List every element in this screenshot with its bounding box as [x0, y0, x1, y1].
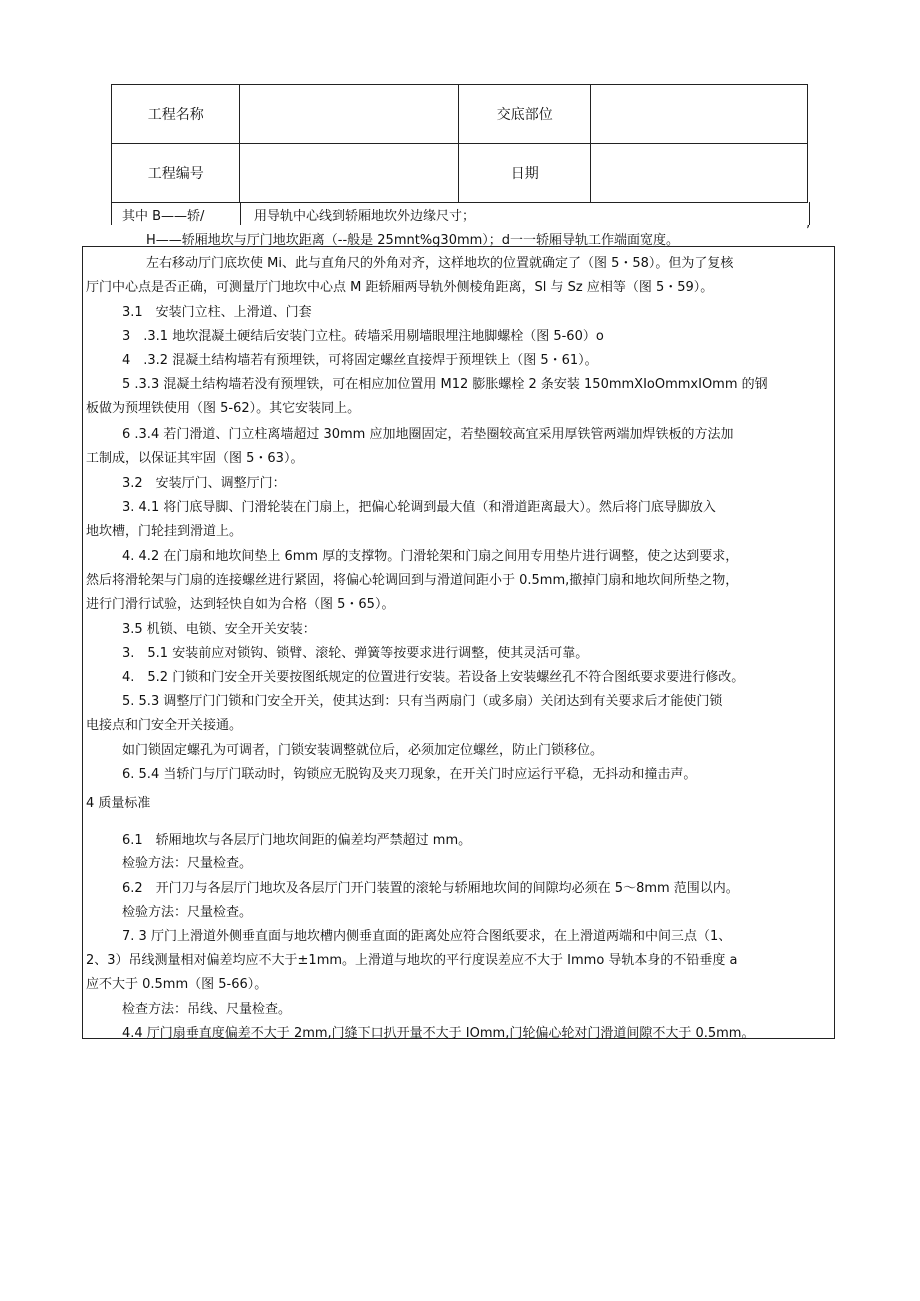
text-line: 2、3）吊线测量相对偏差均应不大于±1mm。上滑道与地坎的平行度误差应不大于 Immo 导轨本身的不铅垂度 a — [86, 953, 738, 968]
project-name-value[interactable] — [240, 85, 459, 144]
section-heading: 4 质量标准 — [86, 796, 151, 811]
text-line: 如门锁固定螺孔为可调者，门锁安装调整就位后，必须加定位螺丝，防止门锁移位。 — [122, 743, 604, 758]
text-line: 左右移动厅门底坎使 Mi、此与直角尺的外角对齐，这样地坎的位置就确定了（图 5・58）。但为了复核 — [146, 256, 734, 271]
text-line: 板做为预埋铁使用（图 5-62）。其它安装同上。 — [86, 401, 361, 416]
handover-part-label: 交底部位 — [459, 85, 590, 144]
text-line: 3. 4.1 将门底导脚、门滑轮装在门扇上，把偏心轮调到最大值（和滑道距离最大）。然后将门底导脚放入 — [122, 500, 716, 515]
text-line: 6 .3.4 若门滑道、门立柱离墙超过 30mm 应加地圈固定，若垫圈较高宜采用厚铁管两端加焊铁板的方法加 — [122, 427, 734, 442]
text-line: 4. 5.2 门锁和门安全开关要按图纸规定的位置进行安装。若设备上安装螺丝孔不符合图纸要求要进行修改。 — [122, 670, 745, 685]
text-line: 7. 3 厅门上滑道外侧垂直面与地坎槽内侧垂直面的距离处应符合图纸要求，在上滑道两端和中间三点（1、 — [122, 929, 732, 944]
text-line: 工制成，以保证其牢固（图 5・63）。 — [86, 451, 304, 466]
header-table — [111, 84, 808, 203]
note-line2: H——轿厢地坎与厅门地坎距离（--般是 25mnt%g30mm）；d一一轿厢导轨工作端面宽度。 — [146, 233, 680, 248]
note-row — [111, 202, 810, 225]
text-line: 4 .3.2 混凝土结构墙若有预埋铁，可将固定螺丝直接焊于预埋铁上（图 5・61）。 — [122, 353, 598, 368]
note-line1-left: 其中 B——轿/ — [122, 209, 205, 224]
header-row-1 — [112, 85, 808, 144]
text-line: 6.2 开门刀与各层厅门地坎及各层厅门开门装置的滚轮与轿厢地坎间的间隙均必须在 5～8mm 范围以内。 — [122, 881, 739, 896]
text-line: 5 .3.3 混凝土结构墙若没有预埋铁，可在相应加位置用 M12 膨胀螺栓 2 条安装 150mmXIoOmmxIOmm 的钢 — [122, 377, 768, 392]
text-line: 6. 5.4 当轿门与厅门联动时，钩锁应无脱钩及夹刀现象，在开关门时应运行平稳，无抖动和撞击声。 — [122, 767, 697, 782]
text-line: 检查方法：吊线、尺量检查。 — [122, 1002, 292, 1017]
note-tick: ’ — [806, 224, 811, 239]
text-line: 应不大于 0.5mm（图 5-66）。 — [86, 977, 268, 992]
project-name-label: 工程名称 — [112, 85, 240, 144]
text-line: 检验方法：尺量检查。 — [122, 856, 253, 871]
header-row-2 — [112, 144, 808, 203]
text-line: 6.1 轿厢地坎与各层厅门地坎间距的偏差均严禁超过 mm。 — [122, 833, 472, 848]
text-line: 3. 5.1 安装前应对锁钩、锁臂、滚轮、弹簧等按要求进行调整，使其灵活可靠。 — [122, 646, 589, 661]
text-line: 3.1 安装门立柱、上滑道、门套 — [122, 305, 312, 320]
date-label: 日期 — [459, 144, 590, 203]
text-line: 然后将滑轮架与门扇的连接螺丝进行紧固，将偏心轮调回到与滑道间距小于 0.5mm,撤掉门扇和地坎间所垫之物， — [86, 573, 739, 588]
text-line: 3 .3.1 地坎混凝土硬结后安装门立柱。砖墙采用剔墙眼埋注地脚螺栓（图 5-60）o — [122, 329, 604, 344]
text-line: 3.2 安装厅门、调整厅门： — [122, 476, 286, 491]
text-line: 电接点和门安全开关接通。 — [86, 718, 243, 733]
text-line: 厅门中心点是否正确，可测量厅门地坎中心点 M 距轿厢两导轨外侧棱角距离，Sl 与 Sz 应相等（图 5・59）。 — [86, 280, 714, 295]
text-line: 4.4 厅门扇垂直度偏差不大于 2mm,门缝下口扒开量不大于 IOmm,门轮偏心轮对门滑道间隙不大于 0.5mm。 — [122, 1026, 755, 1041]
text-line: 4. 4.2 在门扇和地坎间垫上 6mm 厚的支撑物。门滑轮架和门扇之间用专用垫片进行调整，使之达到要求， — [122, 549, 739, 564]
date-value[interactable] — [590, 144, 807, 203]
project-no-value[interactable] — [240, 144, 459, 203]
handover-part-value[interactable] — [590, 85, 807, 144]
text-line: 进行门滑行试验，达到轻快自如为合格（图 5・65）。 — [86, 597, 395, 612]
text-line: 3.5 机锁、电锁、安全开关安装： — [122, 622, 316, 637]
note-divider — [240, 202, 241, 225]
text-line: 地坎槽，门轮挂到滑道上。 — [86, 524, 243, 539]
text-line: 5. 5.3 调整厅门门锁和门安全开关，使其达到：只有当两扇门（或多扇）关闭达到有关要求后才能使门锁 — [122, 694, 723, 709]
note-line1-right: 用导轨中心线到轿厢地坎外边缘尺寸； — [254, 209, 476, 224]
project-no-label: 工程编号 — [112, 144, 240, 203]
text-line: 检验方法：尺量检查。 — [122, 905, 253, 920]
